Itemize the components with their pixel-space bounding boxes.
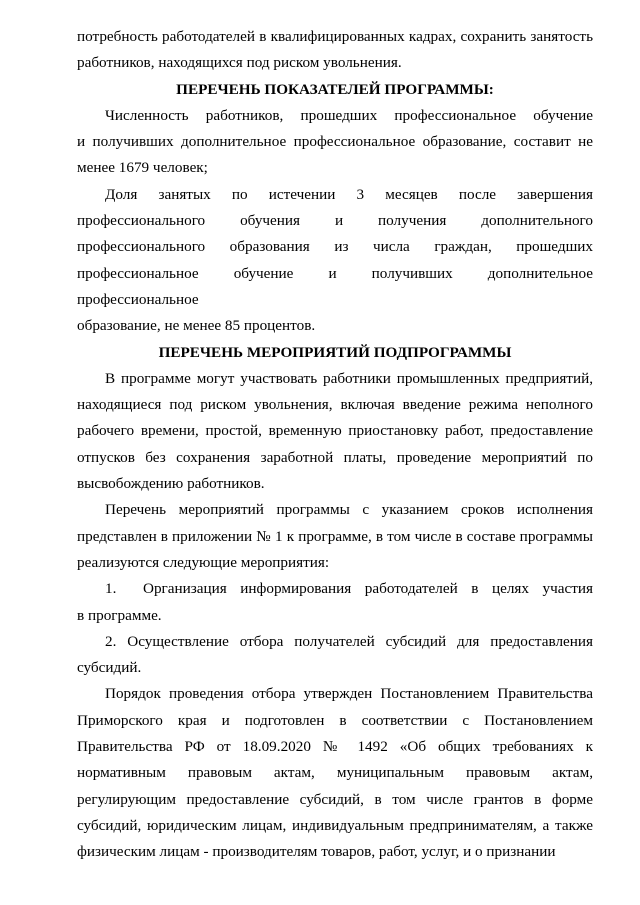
list-item-1-text: Организация информирования работодателей в целях участия [143, 580, 593, 598]
list-item-2: 2. Осуществление отбора получателей субсидий для предоставления субсидий. [77, 632, 593, 677]
intro-line-1: потребность работодателей в квалифицированных кадрах, сохранить занятость [77, 28, 593, 45]
intro-line-2: работников, находящихся под риском увольнения. [77, 54, 402, 72]
indicator-2-line-2: профессионального обучения и получения дополнительного [77, 212, 593, 230]
paragraph-participants: В программе могут участвовать работники промышленных предприятий, находящиеся под риском увольнения, включая введение режима неполного рабочего времени, простой, временную приостановку работ, предоставление отпусков без сохранения заработной платы, проведение мероприятий по высвобождению работников. [77, 369, 593, 493]
indicator-2-line-1: Доля занятых по истечении 3 месяцев после завершения [105, 185, 593, 203]
list-item-1-number: 1. [105, 580, 117, 598]
indicator-2-line-3: профессионального образования из числа граждан, прошедших [77, 238, 593, 256]
document-body [77, 24, 593, 866]
indicator-1-line-3: менее 1679 человек; [77, 159, 208, 177]
indicator-1-line-1: Численность работников, прошедших профессиональное обучение [105, 106, 593, 124]
indicator-1-line-2: и получивших дополнительное профессиональное образование, составит не [77, 133, 593, 151]
heading-activities: ПЕРЕЧЕНЬ МЕРОПРИЯТИЙ ПОДПРОГРАММЫ [158, 343, 512, 361]
indicator-2-line-5: образование, не менее 85 процентов. [77, 317, 316, 335]
list-item-1 [77, 576, 593, 602]
paragraph-list-intro: Перечень мероприятий программы с указанием сроков исполнения представлен в приложении № 1 к программе, в том числе в составе программы реализуются следующие мероприятия: [77, 501, 593, 571]
list-item-1-continuation: в программе. [77, 606, 162, 624]
heading-indicators: ПЕРЕЧЕНЬ ПОКАЗАТЕЛЕЙ ПРОГРАММЫ: [176, 80, 494, 98]
paragraph-order: Порядок проведения отбора утвержден Постановлением Правительства Приморского края и подготовлен в соответствии с Постановлением Правительства РФ от 18.09.2020 № 1492 «Об общих требованиях к нормативным правовым актам, муниципальным правовым актам, регулирующим предоставление субсидий, в том числе грантов в форме субсидий, юридическим лицам, индивидуальным предпринимателям, а также физическим лицам - производителям товаров, работ, услуг, и о признании [77, 685, 593, 861]
indicator-2-line-4: профессиональное обучение и получивших дополнительное профессиональное [77, 264, 593, 308]
